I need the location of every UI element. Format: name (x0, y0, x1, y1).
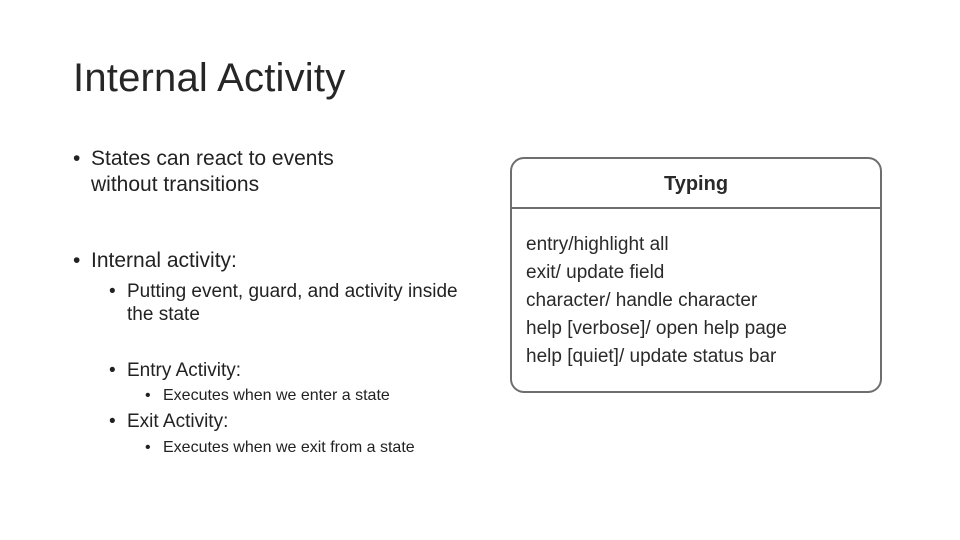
bullet-text: Executes when we enter a state (163, 387, 390, 404)
bullet-dot: • (109, 411, 116, 432)
bullet-dot: • (109, 360, 116, 381)
bullet-item (145, 386, 475, 406)
state-divider (512, 207, 880, 209)
bullet-text: Putting event, guard, and activity inside the state (127, 281, 458, 325)
bullet-item (109, 359, 459, 382)
bullet-item (145, 438, 475, 458)
bullet-dot: • (73, 147, 81, 170)
bullet-dot: • (145, 439, 151, 456)
bullet-item (73, 146, 403, 198)
bullet-text: Executes when we exit from a state (163, 439, 415, 456)
internal-activity: exit/ update field (526, 262, 665, 283)
bullet-dot: • (73, 249, 81, 272)
bullet-text: States can react to events without transitions (91, 147, 334, 196)
state-name: Typing (663, 173, 729, 195)
internal-activity: entry/highlight all (526, 234, 669, 255)
internal-activity: help [quiet]/ update status bar (526, 346, 777, 367)
bullet-item (109, 280, 459, 326)
internal-activity-list (526, 231, 787, 371)
bullet-dot: • (145, 387, 151, 404)
bullet-dot: • (109, 281, 116, 302)
slide-title: Internal Activity (73, 56, 346, 100)
bullet-text: Internal activity: (91, 249, 237, 272)
internal-activity: character/ handle character (526, 290, 758, 311)
state-diagram-box (510, 157, 882, 393)
bullet-text: Entry Activity: (127, 360, 242, 381)
bullet-item (73, 248, 453, 274)
bullet-item (109, 410, 459, 433)
bullet-text: Exit Activity: (127, 411, 229, 432)
internal-activity: help [verbose]/ open help page (526, 318, 787, 339)
